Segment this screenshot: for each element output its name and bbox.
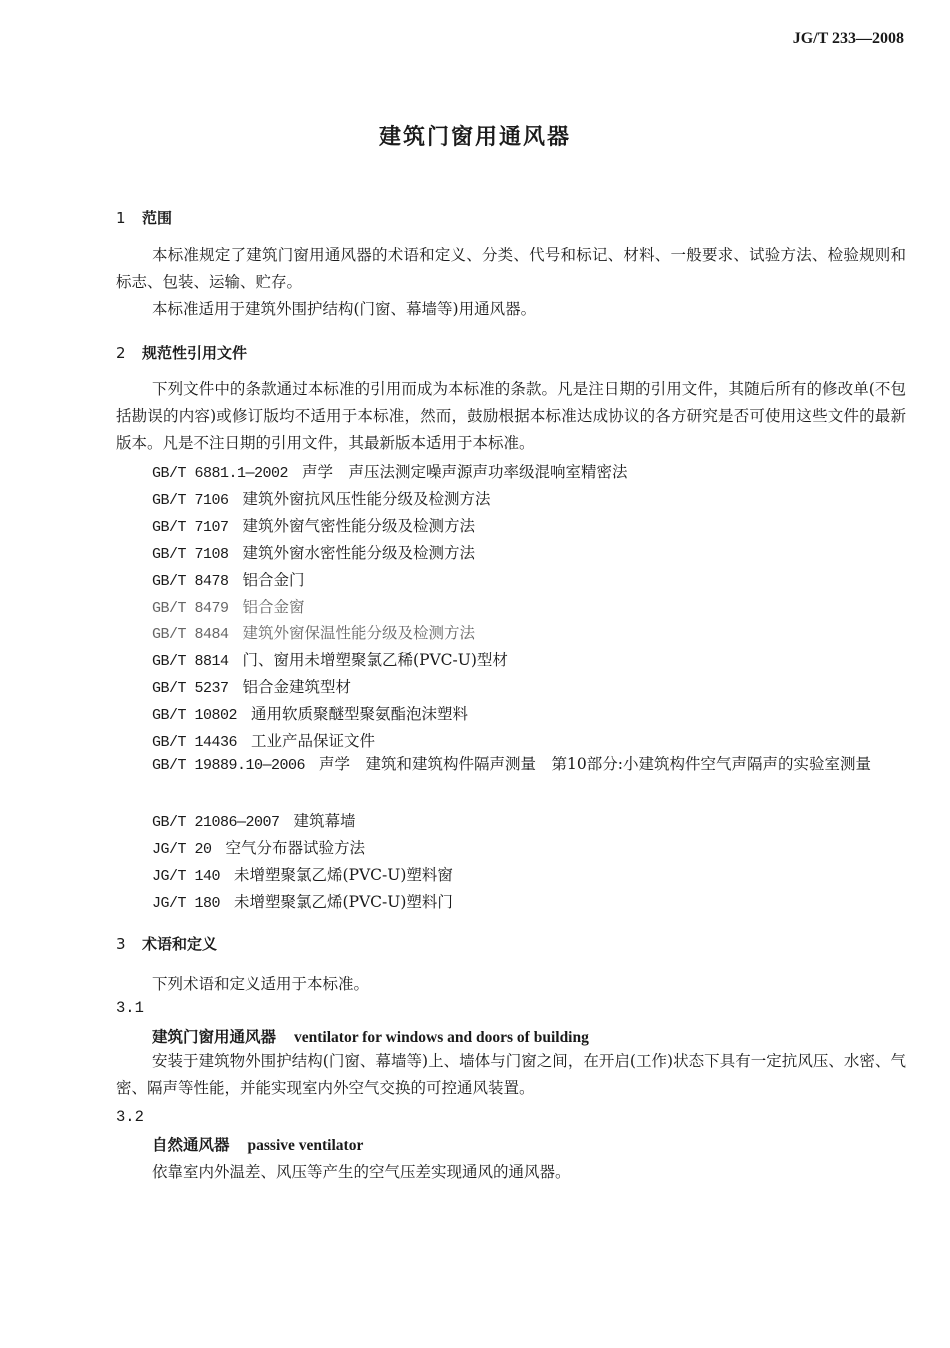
section-1-heading (116, 207, 172, 228)
section-number: 3 (116, 935, 126, 953)
reference-code: JG/T 140 (152, 868, 221, 885)
reference-item (152, 836, 365, 858)
reference-item (152, 621, 475, 643)
reference-title: 建筑外窗抗风压性能分级及检测方法 (242, 490, 491, 508)
reference-code: GB/T 5237 (152, 680, 229, 697)
reference-item (152, 809, 356, 831)
section-title: 规范性引用文件 (142, 344, 248, 362)
term-number: 3.2 (116, 1108, 144, 1126)
reference-item (152, 487, 491, 509)
section-number: 2 (116, 344, 126, 362)
standard-number: JG/T 233—2008 (792, 30, 904, 47)
term-heading (152, 1133, 363, 1155)
reference-code: GB/T 7106 (152, 492, 229, 509)
term-definition: 依靠室内外温差、风压等产生的空气压差实现通风的通风器。 (152, 1163, 571, 1181)
reference-title: 未增塑聚氯乙烯(PVC-U)塑料窗 (234, 866, 453, 884)
reference-code: GB/T 6881.1—2002 (152, 465, 289, 482)
term-english: ventilator for windows and doors of building (294, 1029, 589, 1046)
section-3-heading (116, 933, 217, 954)
reference-code: GB/T 8479 (152, 600, 229, 617)
reference-code: GB/T 19889.10—2006 (152, 757, 306, 774)
reference-code: GB/T 21086—2007 (152, 814, 280, 831)
reference-code: GB/T 8478 (152, 573, 229, 590)
reference-item (152, 568, 305, 590)
section-number: 1 (116, 209, 126, 227)
reference-title: 建筑外窗保温性能分级及检测方法 (242, 624, 476, 642)
reference-item (152, 863, 453, 885)
reference-item (152, 675, 351, 697)
reference-code: GB/T 8484 (152, 626, 229, 643)
reference-item (152, 460, 628, 482)
term-definition: 安装于建筑物外围护结构(门窗、幕墙等)上、墙体与门窗之间，在开启(工作)状态下具有一定抗风压、水密、气密、隔声等性能，并能实现室内外空气交换的可控通风装置。 (116, 1052, 906, 1097)
reference-item (152, 729, 375, 751)
term-chinese: 自然通风器 (152, 1136, 230, 1154)
reference-code: GB/T 7107 (152, 519, 229, 536)
scope-paragraph-1: 本标准规定了建筑门窗用通风器的术语和定义、分类、代号和标记、材料、一般要求、试验方法、检验规则和标志、包装、运输、贮存。 (116, 246, 906, 291)
reference-title: 未增塑聚氯乙烯(PVC-U)塑料门 (234, 893, 453, 911)
reference-title: 声学 声压法测定噪声源声功率级混响室精密法 (302, 463, 628, 481)
reference-title: 铝合金建筑型材 (242, 678, 352, 696)
reference-title: 铝合金门 (242, 571, 305, 589)
scope-paragraph-2: 本标准适用于建筑外围护结构(门窗、幕墙等)用通风器。 (152, 300, 537, 318)
reference-title: 工业产品保证文件 (251, 732, 376, 750)
reference-code: JG/T 180 (152, 895, 221, 912)
reference-code: JG/T 20 (152, 841, 212, 858)
term-english: passive ventilator (247, 1137, 364, 1154)
reference-code: GB/T 10802 (152, 707, 238, 724)
term-number: 3.1 (116, 999, 144, 1017)
reference-item (152, 514, 475, 536)
term-chinese: 建筑门窗用通风器 (152, 1028, 277, 1046)
reference-item (152, 890, 453, 912)
reference-title: 建筑幕墙 (293, 812, 356, 830)
reference-title: 铝合金窗 (242, 598, 305, 616)
reference-title: 门、窗用未增塑聚氯乙稀(PVC-U)型材 (242, 651, 508, 669)
terms-intro: 下列术语和定义适用于本标准。 (152, 975, 370, 993)
term-heading (152, 1025, 589, 1047)
normative-references-intro: 下列文件中的条款通过本标准的引用而成为本标准的条款。凡是注日期的引用文件，其随后所有的修改单(不包括勘误的内容)或修订版均不适用于本标准，然而，鼓励根据本标准达成协议的各方研究是否可使用这些文件的最新版本。凡是不注日期的引用文件，其最新版本适用于本标准。 (116, 380, 906, 452)
reference-item (152, 595, 305, 617)
reference-title: 空气分布器试验方法 (225, 839, 366, 857)
reference-code: GB/T 14436 (152, 734, 238, 751)
reference-title: 通用软质聚醚型聚氨酯泡沫塑料 (251, 705, 469, 723)
reference-code: GB/T 8814 (152, 653, 229, 670)
section-title: 术语和定义 (142, 935, 218, 953)
reference-title: 建筑外窗水密性能分级及检测方法 (242, 544, 476, 562)
reference-item (116, 751, 906, 779)
document-title: 建筑门窗用通风器 (378, 125, 571, 150)
reference-item (152, 648, 508, 670)
reference-title: 声学 建筑和建筑构件隔声测量 第10部分:小建筑构件空气声隔声的实验室测量 (319, 755, 871, 773)
reference-item (152, 702, 468, 724)
section-2-heading (116, 342, 247, 363)
reference-code: GB/T 7108 (152, 546, 229, 563)
reference-item (152, 541, 475, 563)
section-title: 范围 (142, 209, 173, 227)
reference-title: 建筑外窗气密性能分级及检测方法 (242, 517, 476, 535)
